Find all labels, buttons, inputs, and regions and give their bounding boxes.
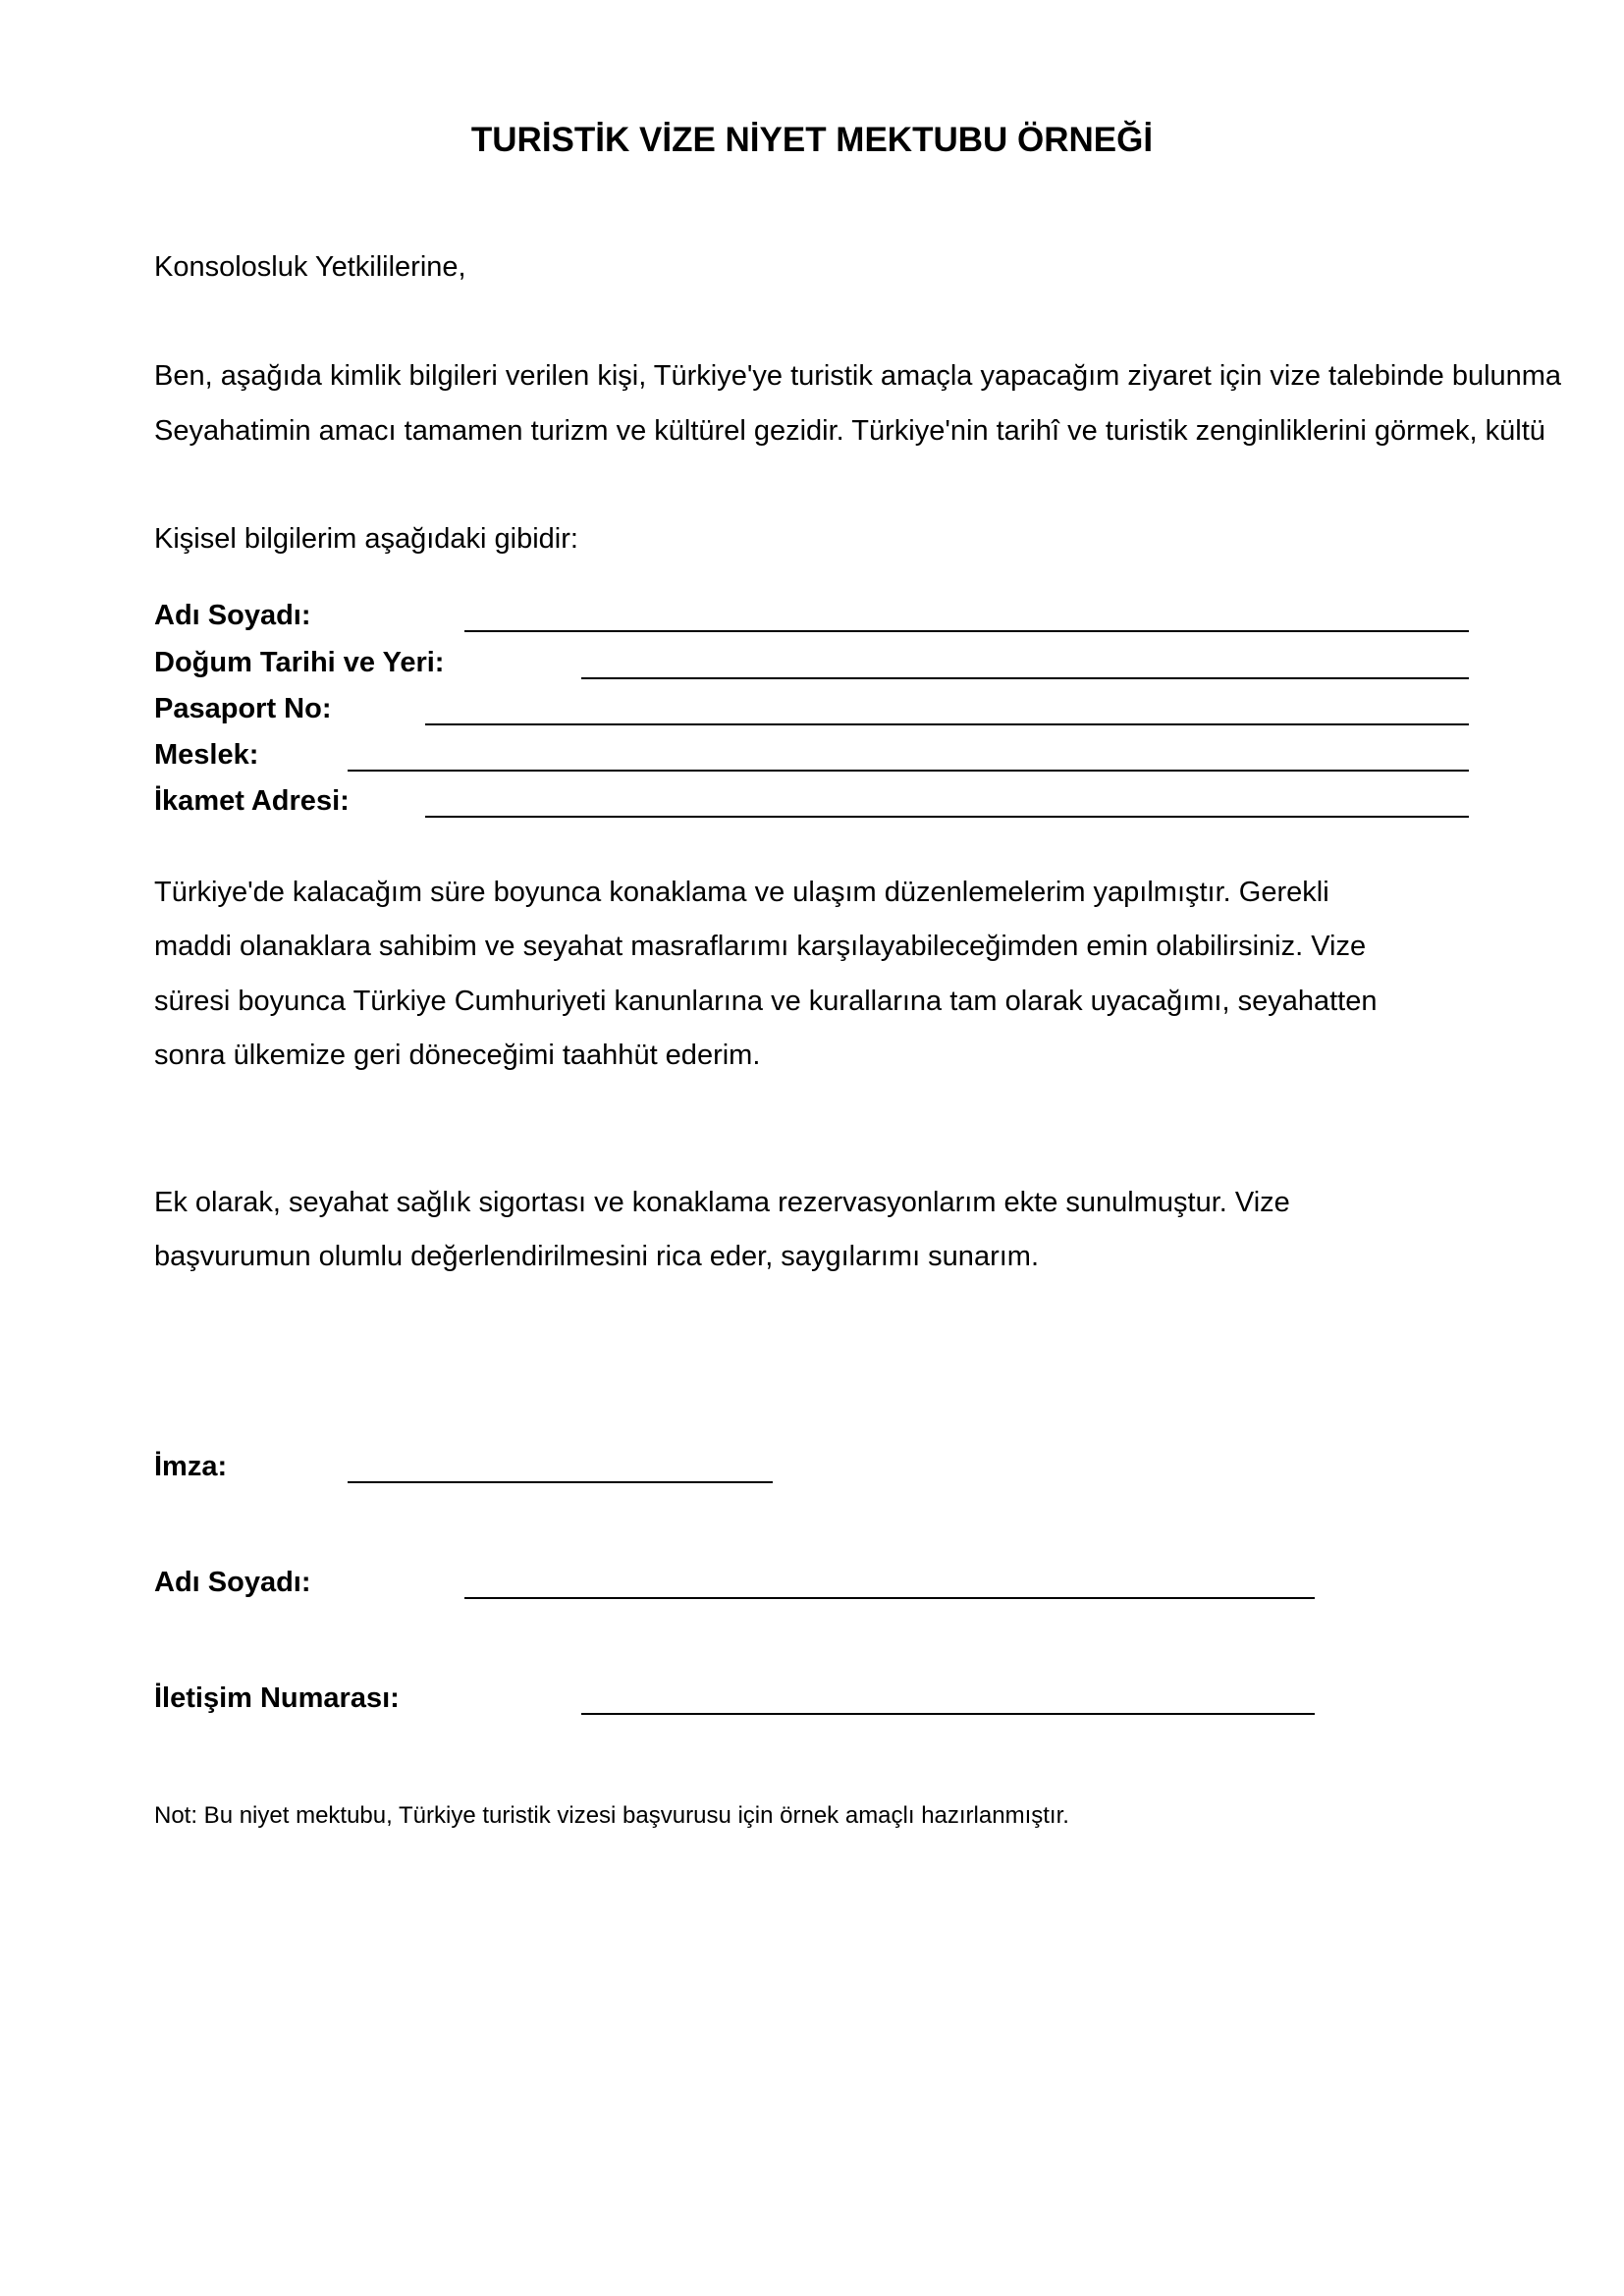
field-line-profession[interactable] bbox=[348, 770, 1469, 772]
closing-line-2: başvurumun olumlu değerlendirilmesini rica eder, saygılarımı sunarım. bbox=[154, 1241, 1039, 1272]
signature-label: İmza: bbox=[154, 1451, 228, 1482]
field-label-residence-address: İkamet Adresi: bbox=[154, 785, 350, 817]
signature-line[interactable] bbox=[348, 1481, 773, 1483]
field-label-passport-no: Pasaport No: bbox=[154, 693, 332, 724]
body-line-1: Türkiye'de kalacağım süre boyunca konaklama ve ulaşım düzenlemelerim yapılmıştır. Gerekli bbox=[154, 877, 1329, 908]
personal-info-intro: Kişisel bilgilerim aşağıdaki gibidir: bbox=[154, 523, 578, 555]
field-line-birth-date-place[interactable] bbox=[581, 677, 1469, 679]
signature-name-label: Adı Soyadı: bbox=[154, 1567, 311, 1598]
contact-number-line[interactable] bbox=[581, 1713, 1315, 1715]
intro-line-1: Ben, aşağıda kimlik bilgileri verilen kişi, Türkiye'ye turistik amaçla yapacağım ziyaret için vize talebinde bulunma bbox=[154, 360, 1562, 392]
contact-number-label: İletişim Numarası: bbox=[154, 1682, 400, 1714]
field-label-birth-date-place: Doğum Tarihi ve Yeri: bbox=[154, 647, 445, 678]
closing-line-1: Ek olarak, seyahat sağlık sigortası ve konaklama rezervasyonlarım ekte sunulmuştur. Vize bbox=[154, 1187, 1290, 1218]
intro-line-2: Seyahatimin amacı tamamen turizm ve kültürel gezidir. Türkiye'nin tarihî ve turistik zenginliklerini görmek, kültü bbox=[154, 415, 1545, 447]
salutation: Konsolosluk Yetkililerine, bbox=[154, 251, 466, 283]
footer-note: Not: Bu niyet mektubu, Türkiye turistik vizesi başvurusu için örnek amaçlı hazırlanmıştır. bbox=[154, 1802, 1069, 1829]
field-label-full-name: Adı Soyadı: bbox=[154, 600, 311, 631]
document-title: TURİSTİK VİZE NİYET MEKTUBU ÖRNEĞİ bbox=[470, 121, 1154, 159]
field-line-passport-no[interactable] bbox=[425, 723, 1469, 725]
body-line-3: süresi boyunca Türkiye Cumhuriyeti kanunlarına ve kurallarına tam olarak uyacağımı, seyahatten bbox=[154, 986, 1378, 1017]
signature-name-line[interactable] bbox=[464, 1597, 1315, 1599]
field-label-profession: Meslek: bbox=[154, 739, 259, 771]
field-line-full-name[interactable] bbox=[464, 630, 1469, 632]
body-line-2: maddi olanaklara sahibim ve seyahat masraflarımı karşılayabileceğimden emin olabilirsiniz. Vize bbox=[154, 931, 1367, 962]
field-line-residence-address[interactable] bbox=[425, 816, 1469, 818]
body-line-4: sonra ülkemize geri döneceğimi taahhüt ederim. bbox=[154, 1040, 761, 1071]
